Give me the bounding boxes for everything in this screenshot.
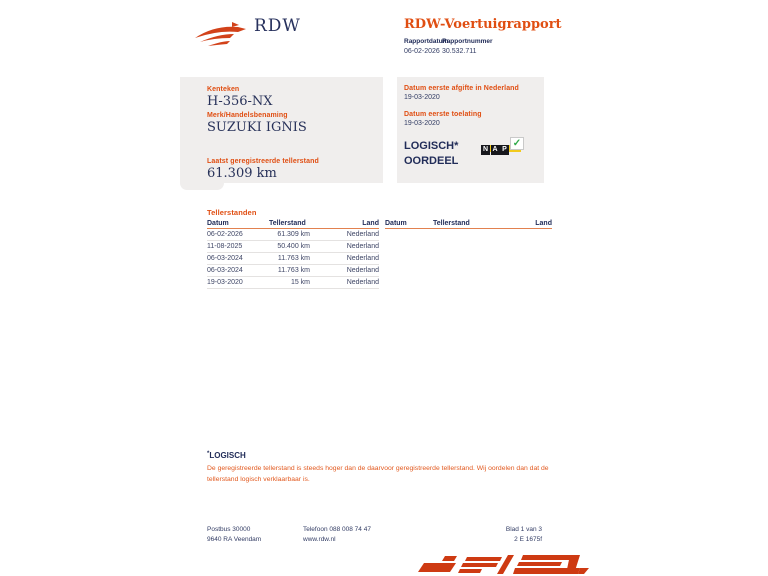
col-header-tellerstand: Tellerstand [269,220,306,227]
nap-letters [481,138,510,156]
footnote-asterisk: * [207,451,210,457]
page-title: RDW-Voertuigrapport [404,17,562,32]
row-tellerstand: 15 km [290,279,310,286]
toelating-label: Datum eerste toelating [404,111,482,118]
nap-letter-n: N [482,146,489,153]
bottom-stripes-graphic-icon [410,552,592,576]
row-land: Nederland [346,267,379,274]
footer-phone: Telefoon 088 008 74 47 [303,526,371,533]
row-tellerstand: 11.763 km [277,267,310,274]
toelating-value: 19-03-2020 [404,120,440,127]
row-datum: 06-03-2024 [207,255,243,262]
footer-website: www.rdw.nl [303,536,336,543]
row-land: Nederland [346,243,379,250]
col-header-land-2: Land [535,220,552,227]
table-row [207,229,379,241]
footer-page-indicator: Blad 1 van 3 [505,526,542,533]
afgifte-label: Datum eerste afgifte in Nederland [404,85,519,92]
footer-address-line2: 9640 RA Veendam [207,536,262,543]
oordeel-line1: LOGISCH* [404,140,459,152]
row-tellerstand: 11.763 km [277,255,310,262]
table-row [207,265,379,277]
tellerstanden-table-right [385,219,552,229]
tellerstand-value: 61.309 km [207,166,277,181]
nap-logo [481,137,523,153]
row-datum: 11-08-2025 [207,243,243,250]
col-header-tellerstand-2: Tellerstand [433,220,470,227]
row-tellerstand: 61.309 km [277,231,310,238]
footnote-heading [207,451,246,460]
merk-value: SUZUKI IGNIS [207,120,307,135]
rapportdatum-value: 06-02-2026 [404,48,440,55]
rdw-bird-logo-icon [194,21,250,49]
tellerstanden-rows [207,229,379,289]
afgifte-value: 19-03-2020 [404,94,440,101]
nap-letter-p: P [500,145,509,155]
table-header-row-2 [385,219,552,229]
row-datum: 06-02-2026 [207,231,243,238]
rapportnummer-label: Rapportnummer [442,38,493,45]
rapportdatum-label: Rapportdatum [404,38,449,45]
kenteken-label: Kenteken [207,86,240,93]
nap-check-icon: ✓ [510,137,524,150]
table-row [207,241,379,253]
tellerstand-label: Laatst geregistreerde tellerstand [207,158,319,165]
footer-form-code: 2 E 1675f [514,536,542,543]
footnote-text: De geregistreerde tellerstand is steeds hoger dan de daarvoor geregistreerde tellerstand. Wij oordelen dan dat de tellerstand logisch verklaarbaar is. [207,465,549,483]
merk-label: Merk/Handelsbenaming [207,112,288,119]
table-header-row [207,219,379,229]
col-header-datum-2: Datum [385,220,407,227]
row-land: Nederland [346,231,379,238]
row-datum: 19-03-2020 [207,279,243,286]
table-row [207,277,379,289]
row-datum: 06-03-2024 [207,267,243,274]
col-header-land: Land [362,220,379,227]
footer-address-line1: Postbus 30000 [207,526,251,533]
footer-contact [303,525,371,545]
footnote-heading-text: LOGISCH [209,451,246,460]
row-land: Nederland [346,279,379,286]
row-land: Nederland [346,255,379,262]
rapportnummer-value: 30.532.711 [442,48,477,55]
oordeel-line2: OORDEEL [404,155,459,167]
nap-letter-a: A [492,146,498,153]
table-title: Tellerstanden [207,208,257,217]
oordeel-heading [404,139,458,169]
footer-page-info [460,525,542,545]
col-header-datum: Datum [207,220,229,227]
vehicle-info-panel-tab [180,183,224,190]
tellerstanden-table-left [207,219,379,289]
row-tellerstand: 50.400 km [277,243,310,250]
kenteken-value: H-356-NX [207,94,273,109]
footer-address [207,525,261,545]
table-row [207,253,379,265]
rdw-logo-text: RDW [254,16,301,36]
